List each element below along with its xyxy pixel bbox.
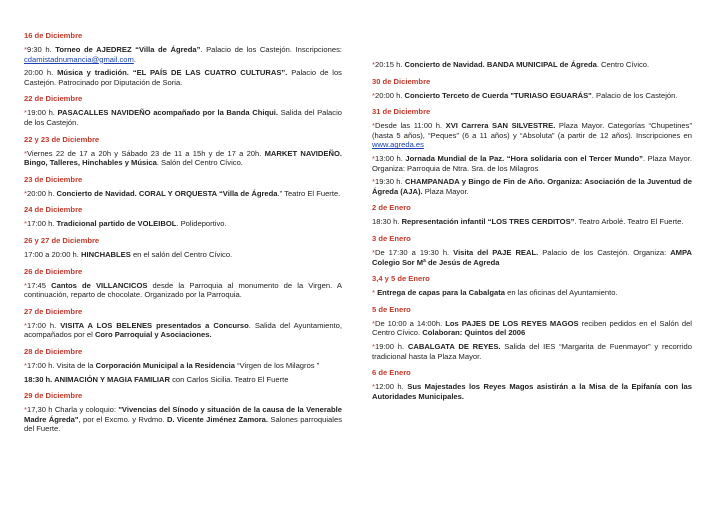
right-column: [372, 0, 692, 405]
event-entry: 18:30 h. Representación infantil “LOS TRES CERDITOS”. Teatro Arbolé. Teatro El Fuerte.: [372, 217, 684, 227]
date-heading: 30 de Diciembre: [372, 76, 431, 86]
date-heading: 3,4 y 5 de Enero: [372, 274, 430, 284]
event-entry: *Viernes 22 de 17 a 20h y Sábado 23 de 11 a 15h y de 17 a 20h. MARKET NAVIDEÑO. Bingo, Talleres, Hinchables y Música. Salón del Centro Cívico.: [24, 148, 342, 168]
email-link[interactable]: cdamistadnumancia@gmail.com: [24, 54, 134, 64]
left-column: [24, 0, 342, 438]
asterisk: *: [24, 45, 27, 54]
date-heading: 31 de Diciembre: [372, 107, 431, 117]
date-heading: 28 de Diciembre: [24, 346, 83, 356]
event-entry: 20:00 h. Música y tradición. “EL PAÍS DE LAS CUATRO CULTURAS”. Palacio de los Castejón. Patrocinado por Diputación de Soria.: [24, 68, 342, 87]
event-entry: *De 17:30 a 19:30 h. Visita del PAJE REAL. Palacio de los Castejón. Organiza: AMPA Colegio Sor Mª de Jesús de Agreda: [372, 247, 692, 267]
event-entry: 17:00 a 20:00 h. HINCHABLES en el salón del Centro Cívico.: [24, 249, 233, 259]
event-entry: *19:00 h. CABALGATA DE REYES. Salida del IES “Margarita de Fuenmayor” y recorrido tradicional hasta la Plaza Mayor.: [372, 341, 692, 361]
date-heading: 26 y 27 de Diciembre: [24, 235, 100, 245]
event-entry: 18:30 h. ANIMACIÓN Y MAGIA FAMILIAR con Carlos Sicilia. Teatro El Fuerte: [24, 374, 289, 384]
website-link[interactable]: www.agreda.es: [372, 140, 424, 150]
event-entry: *12:00 h. Sus Majestades los Reyes Magos asistirán a la Misa de la Epifanía con las Autoridades Municipales.: [372, 382, 692, 401]
date-heading: 2 de Enero: [372, 203, 411, 213]
date-heading: 24 de Diciembre: [24, 205, 83, 215]
date-heading: 22 de Diciembre: [24, 94, 83, 104]
date-heading: 16 de Diciembre: [24, 31, 83, 40]
date-heading: 23 de Diciembre: [24, 174, 83, 184]
event-entry: *17:00 h. VISITA A LOS BELENES presentados a Concurso. Salida del Ayuntamiento, acompañados por el Coro Parroquial y Asociaciones.: [24, 320, 342, 340]
event-entry: *De 10:00 a 14:00h. Los PAJES DE LOS REYES MAGOS reciben pedidos en el Salón del Centro Cívico. Colaboran: Quintos del 2006: [372, 318, 692, 338]
date-heading: 5 de Enero: [372, 304, 411, 314]
event-entry: *19:30 h. CHAMPANADA y Bingo de Fin de Año. Organiza: Asociación de la Juventud de Ágreda (AJA). Plaza Mayor.: [372, 177, 692, 196]
date-heading: 3 de Enero: [372, 233, 411, 243]
event-entry: * Entrega de capas para la Cabalgata en las oficinas del Ayuntamiento.: [372, 288, 618, 298]
event-entry: *20:15 h. Concierto de Navidad. BANDA MUNICIPAL de Ágreda. Centro Cívico.: [372, 60, 650, 69]
event-entry: *19:00 h. PASACALLES NAVIDEÑO acompañado por la Banda Chiqui. Salida del Palacio de los Castejón.: [24, 108, 342, 127]
event-entry: *17,30 h Charla y coloquio: "Vivencias del Sínodo y situación de la causa de la Venerable Madre Ágreda", por el Excmo. y Rvdmo. D. Vicente Jiménez Zamora. Salones parroquiales del Fuerte.: [24, 405, 342, 434]
event-entry: *Desde las 11:00 h. XVI Carrera SAN SILVESTRE. Plaza Mayor. Categorías “Chupetines” (hasta 5 años), “Peques” (6 a 11 años) y “Absoluta” (a partir de 12 años). Inscripciones en www.agreda.es: [372, 121, 692, 150]
date-heading: 6 de Enero: [372, 368, 411, 378]
date-heading: 27 de Diciembre: [24, 306, 83, 316]
event-entry: *20:00 h. Concierto Terceto de Cuerda "TURIASO EGUARÁS". Palacio de los Castejón.: [372, 90, 678, 100]
event-entry: *9:30 h. Torneo de AJEDREZ “Villa de Ágreda”. Palacio de los Castejón. Inscripciones: cdamistadnumancia@gmail.com.: [24, 45, 342, 64]
event-entry: *17:45 Cantos de VILLANCICOS desde la Parroquia al monumento de la Virgen. A continuación, reparto de chocolate. Organizado por la Parroquia.: [24, 280, 342, 300]
date-heading: 26 de Diciembre: [24, 266, 83, 276]
event-entry: *20:00 h. Concierto de Navidad. CORAL Y ORQUESTA “Villa de Ágreda.” Teatro El Fuerte.: [24, 188, 341, 198]
event-entry: *17:00 h. Visita de la Corporación Municipal a la Residencia “Virgen de los Milagros ”: [24, 360, 320, 370]
date-heading: 29 de Diciembre: [24, 391, 83, 401]
event-entry: *17:00 h. Tradicional partido de VOLEIBOL. Polideportivo.: [24, 219, 227, 229]
event-entry: *13:00 h. Jornada Mundial de la Paz. “Hora solidaria con el Tercer Mundo”. Plaza Mayor. Organiza: Parroquia de Ntra. Sra. de los Milagros: [372, 153, 692, 173]
date-heading: 22 y 23 de Diciembre: [24, 134, 100, 144]
